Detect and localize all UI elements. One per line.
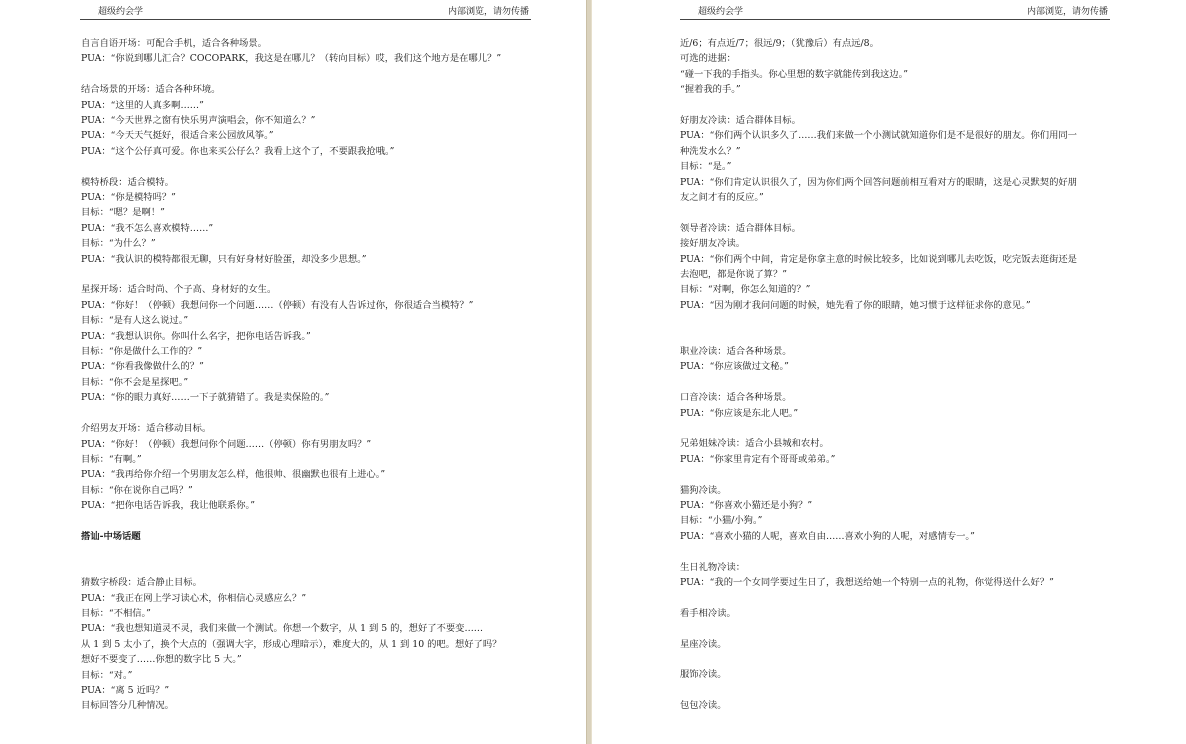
text-line: PUA：“我再给你介绍一个男朋友怎么样，他很帅、很幽默也很有上进心。” bbox=[81, 469, 386, 481]
text-line: 兄弟姐妹冷读：适合小县城和农村。 bbox=[680, 438, 829, 450]
text-line: PUA：“我认识的模特都很无聊，只有好身材好脸蛋，却没多少思想。” bbox=[81, 253, 367, 265]
text-line bbox=[81, 67, 531, 82]
text-line: PUA：“这里的人真多啊……” bbox=[81, 99, 204, 111]
text-line bbox=[680, 544, 1132, 559]
text-line: 生日礼物冷读： bbox=[680, 561, 746, 573]
text-line: 领导者冷读：适合群体目标。 bbox=[680, 222, 801, 234]
text-line: PUA：“你们两个中间，肯定是你拿主意的时候比较多，比如说到哪儿去吃饭，吃完饭去逛街还是 bbox=[680, 253, 1077, 265]
text-line: 星探开场：适合时尚、个子高、身材好的女生。 bbox=[81, 284, 277, 296]
text-line: PUA：“你应该是东北人吧。” bbox=[680, 407, 799, 419]
text-line: PUA：“你好！（停顿）我想问你个问题……（停顿）你有男朋友吗？” bbox=[81, 438, 372, 450]
text-line: 服饰冷读。 bbox=[680, 669, 727, 681]
header-title: 超级约会学 bbox=[98, 7, 144, 17]
text-line: 目标：“小猫/小狗。” bbox=[680, 515, 763, 527]
text-line: PUA：“我正在网上学习读心术，你相信心灵感应么？” bbox=[81, 592, 307, 604]
header-title: 超级约会学 bbox=[698, 7, 744, 17]
text-line: 目标：“对。” bbox=[81, 669, 133, 681]
text-line: 搭讪-中场话题 bbox=[81, 530, 141, 542]
text-line: 目标：“有啊。” bbox=[81, 453, 142, 465]
text-line bbox=[680, 98, 1132, 113]
text-line bbox=[81, 159, 531, 174]
text-line: PUA：“因为刚才我问问题的时候，她先看了你的眼睛，她习惯于这样征求你的意见。” bbox=[680, 299, 1031, 311]
text-line: 友之间才有的反应。” bbox=[680, 192, 764, 204]
text-line bbox=[81, 544, 531, 559]
text-line: PUA：“你喜欢小猫还是小狗？” bbox=[680, 500, 813, 512]
text-line: PUA：“你说到哪儿汇合？COCOPARK，我这是在哪儿？（转向目标）哎，我们这个地方是在哪儿？” bbox=[81, 53, 502, 65]
text-line: PUA：“我不怎么喜欢模特……” bbox=[81, 222, 214, 234]
text-line: PUA：“我也想知道灵不灵，我们来做一个测试。你想一个数字，从 1 到 5 的，想好了不要变…… bbox=[81, 623, 484, 635]
text-line bbox=[680, 467, 1132, 482]
text-line: 职业冷读：适合各种场景。 bbox=[680, 346, 792, 358]
text-line: 从 1 到 5 太小了，换个大点的（强调大字，形成心理暗示），难度大的，从 1 到 10 的吧。想好了吗？ bbox=[81, 638, 502, 650]
text-line: 想好不要变了……你想的数字比 5 大。” bbox=[81, 654, 242, 666]
right-page bbox=[592, 0, 1186, 744]
text-line: 目标：“是。” bbox=[680, 161, 732, 173]
text-line bbox=[680, 421, 1132, 436]
text-line: PUA：“把你电话告诉我，我让他联系你。” bbox=[81, 500, 255, 512]
right-page-body bbox=[680, 36, 1132, 714]
text-line: 可选的进据： bbox=[680, 53, 736, 65]
left-page bbox=[0, 0, 586, 744]
text-line bbox=[81, 560, 531, 575]
text-line: PUA：“今天天气挺好，很适合来公园放风筝。” bbox=[81, 130, 274, 142]
text-line: 好朋友冷读：适合群体目标。 bbox=[680, 115, 801, 127]
text-line bbox=[81, 267, 531, 282]
text-line bbox=[81, 406, 531, 421]
text-line: 种洗发水么？” bbox=[680, 145, 741, 157]
text-line: 目标：“你是做什么工作的？” bbox=[81, 346, 203, 358]
text-line: PUA：“我想认识你。你叫什么名字，把你电话告诉我。” bbox=[81, 330, 311, 342]
text-line: 接好朋友冷读。 bbox=[680, 238, 746, 250]
text-line: PUA：“你家里肯定有个哥哥或弟弟。” bbox=[680, 453, 836, 465]
text-line: “握着我的手。” bbox=[680, 84, 741, 96]
text-line: 口音冷读：适合各种场景。 bbox=[680, 392, 792, 404]
header-notice: 内部浏览，请勿传播 bbox=[1026, 7, 1108, 17]
text-line: PUA：“喜欢小猫的人呢，喜欢自由……喜欢小狗的人呢，对感情专一。” bbox=[680, 530, 975, 542]
text-line bbox=[81, 514, 531, 529]
text-line bbox=[680, 375, 1132, 390]
text-line: 目标：“嗯？是啊！” bbox=[81, 207, 165, 219]
text-line: 去泡吧，都是你说了算？” bbox=[680, 269, 788, 281]
text-line: PUA：“今天世界之窗有快乐男声演唱会，你不知道么？” bbox=[81, 115, 316, 127]
text-line bbox=[680, 591, 1132, 606]
text-line: 结合场景的开场：适合各种环境。 bbox=[81, 84, 221, 96]
text-line: PUA：“这个公仔真可爱。你也来买公仔么？我看上这个了，不要跟我抢哦。” bbox=[81, 145, 395, 157]
text-line: PUA：“你好！（停顿）我想问你一个问题……（停顿）有没有人告诉过你，你很适合当模特？” bbox=[81, 299, 474, 311]
text-line: 目标：“对啊，你怎么知道的？” bbox=[680, 284, 811, 296]
text-line: 模特桥段：适合模特。 bbox=[81, 176, 174, 188]
page-header bbox=[80, 5, 531, 20]
text-line: 介绍男友开场：适合移动目标。 bbox=[81, 423, 212, 435]
text-line: 星座冷读。 bbox=[680, 638, 727, 650]
text-line: 目标：“是有人这么说过。” bbox=[81, 315, 189, 327]
text-line: 目标：“为什么？” bbox=[81, 238, 156, 250]
text-line: PUA：“你看我像做什么的？” bbox=[81, 361, 204, 373]
text-line: 目标：“不相信。” bbox=[81, 607, 151, 619]
text-line: 看手相冷读。 bbox=[680, 607, 736, 619]
text-line: PUA：“离 5 近吗？” bbox=[81, 684, 170, 696]
text-line: PUA：“你们肯定认识很久了，因为你们两个回答问题前相互看对方的眼睛，这是心灵默契的好朋 bbox=[680, 176, 1077, 188]
page-header bbox=[680, 5, 1110, 20]
text-line: 自言自语开场：可配合手机，适合各种场景。 bbox=[81, 38, 267, 49]
left-page-body bbox=[81, 36, 531, 714]
text-line bbox=[680, 683, 1132, 698]
text-line: PUA：“你是模特吗？” bbox=[81, 192, 176, 204]
text-line: 猜数字桥段：适合静止目标。 bbox=[81, 577, 202, 589]
text-line bbox=[680, 652, 1132, 667]
text-line: 目标回答分几种情况。 bbox=[81, 700, 174, 712]
text-line: 猫狗冷读。 bbox=[680, 484, 727, 496]
text-line: PUA：“你应该做过文秘。” bbox=[680, 361, 789, 373]
text-line: PUA：“你们两个认识多久了……我们来做一个小测试就知道你们是不是很好的朋友。你们用同一 bbox=[680, 130, 1077, 142]
text-line bbox=[680, 313, 1132, 328]
text-line bbox=[680, 621, 1132, 636]
text-line: 目标：“你不会是星探吧。” bbox=[81, 376, 189, 388]
text-line: 近/6；有点近/7；很远/9；（犹豫后）有点远/8。 bbox=[680, 38, 879, 49]
text-line: 目标：“你在说你自己吗？” bbox=[81, 484, 193, 496]
text-line: PUA：“你的眼力真好……一下子就猜错了。我是卖保险的。” bbox=[81, 392, 330, 404]
text-line: 包包冷读。 bbox=[680, 700, 727, 712]
text-line bbox=[680, 205, 1132, 220]
text-line: “碰一下我的手指头。你心里想的数字就能传到我这边。” bbox=[680, 68, 908, 80]
text-line bbox=[680, 329, 1132, 344]
text-line: PUA：“我的一个女同学要过生日了，我想送给她一个特别一点的礼物，你觉得送什么好？” bbox=[680, 577, 1054, 589]
header-notice: 内部浏览，请勿传播 bbox=[447, 7, 529, 17]
